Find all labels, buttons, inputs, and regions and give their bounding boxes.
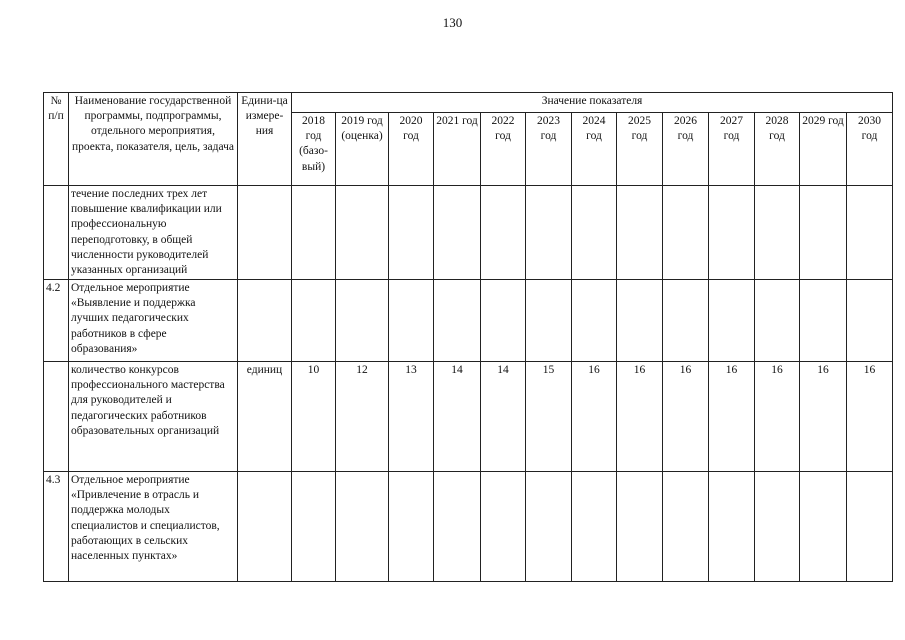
row-unit — [238, 186, 292, 280]
header-year: 2025 год — [617, 113, 663, 186]
row-value: 16 — [847, 362, 893, 472]
row-value — [389, 472, 434, 582]
row-value — [526, 472, 572, 582]
row-value — [336, 186, 389, 280]
row-value — [800, 280, 847, 362]
row-value — [292, 280, 336, 362]
row-name: течение последних трех лет повышение квалификации или профессиональную переподготовку, в общей численности руководителей указанных организаций — [69, 186, 238, 280]
row-value: 16 — [617, 362, 663, 472]
header-year: 2022 год — [481, 113, 526, 186]
row-value: 16 — [572, 362, 617, 472]
row-value — [800, 186, 847, 280]
row-value: 16 — [709, 362, 755, 472]
row-value — [434, 472, 481, 582]
row-value — [617, 186, 663, 280]
row-value — [617, 472, 663, 582]
header-year: 2020 год — [389, 113, 434, 186]
row-value: 16 — [755, 362, 800, 472]
row-value — [389, 186, 434, 280]
row-value — [434, 280, 481, 362]
row-value — [709, 472, 755, 582]
row-value: 14 — [481, 362, 526, 472]
row-value — [481, 472, 526, 582]
row-value — [526, 186, 572, 280]
row-value — [663, 280, 709, 362]
row-value — [663, 472, 709, 582]
row-value — [847, 472, 893, 582]
table-row — [44, 472, 893, 582]
row-value — [481, 280, 526, 362]
row-value — [336, 472, 389, 582]
row-name: Отдельное мероприятие «Выявление и поддержка лучших педагогических работников в сфере образования» — [69, 280, 238, 362]
row-value — [481, 186, 526, 280]
row-value — [847, 280, 893, 362]
header-year: 2029 год — [800, 113, 847, 186]
header-name: Наименование государственной программы, подпрограммы, отдельного мероприятия, проекта, показателя, цель, задача — [69, 93, 238, 186]
header-row-1 — [44, 93, 893, 113]
row-number: 4.2 — [44, 280, 69, 362]
row-name: Отдельное мероприятие «Привлечение в отрасль и поддержка молодых специалистов и специалистов, работающих в сельских населенных пунктах» — [69, 472, 238, 582]
header-year: 2023 год — [526, 113, 572, 186]
row-value — [800, 472, 847, 582]
row-value — [292, 472, 336, 582]
row-number — [44, 186, 69, 280]
row-value — [526, 280, 572, 362]
row-value: 16 — [800, 362, 847, 472]
row-value: 13 — [389, 362, 434, 472]
row-number — [44, 362, 69, 472]
header-unit: Едини-ца измере-ния — [238, 93, 292, 186]
header-year: 2024 год — [572, 113, 617, 186]
indicators-table — [43, 92, 893, 582]
header-year: 2018 год (базо-вый) — [292, 113, 336, 186]
row-value — [755, 280, 800, 362]
header-year: 2019 год (оценка) — [336, 113, 389, 186]
row-unit: единиц — [238, 362, 292, 472]
row-number: 4.3 — [44, 472, 69, 582]
row-value — [755, 472, 800, 582]
row-value — [847, 186, 893, 280]
header-year: 2026 год — [663, 113, 709, 186]
header-year: 2027 год — [709, 113, 755, 186]
row-name: количество конкурсов профессионального мастерства для руководителей и педагогических работников образовательных организаций — [69, 362, 238, 472]
table-row — [44, 186, 893, 280]
header-year: 2030 год — [847, 113, 893, 186]
row-value — [572, 186, 617, 280]
row-unit — [238, 472, 292, 582]
row-value — [709, 280, 755, 362]
row-value — [755, 186, 800, 280]
header-year: 2021 год — [434, 113, 481, 186]
header-year: 2028 год — [755, 113, 800, 186]
row-value — [709, 186, 755, 280]
table-row — [44, 280, 893, 362]
page-number: 130 — [442, 15, 463, 30]
row-value — [389, 280, 434, 362]
row-value: 12 — [336, 362, 389, 472]
row-value — [617, 280, 663, 362]
row-value: 16 — [663, 362, 709, 472]
row-value: 14 — [434, 362, 481, 472]
row-value — [434, 186, 481, 280]
row-value: 10 — [292, 362, 336, 472]
table-row — [44, 362, 893, 472]
row-value — [572, 472, 617, 582]
row-value — [572, 280, 617, 362]
row-value: 15 — [526, 362, 572, 472]
row-value — [292, 186, 336, 280]
header-values-group: Значение показателя — [292, 93, 893, 113]
row-value — [663, 186, 709, 280]
row-unit — [238, 280, 292, 362]
header-number: № п/п — [44, 93, 69, 186]
row-value — [336, 280, 389, 362]
